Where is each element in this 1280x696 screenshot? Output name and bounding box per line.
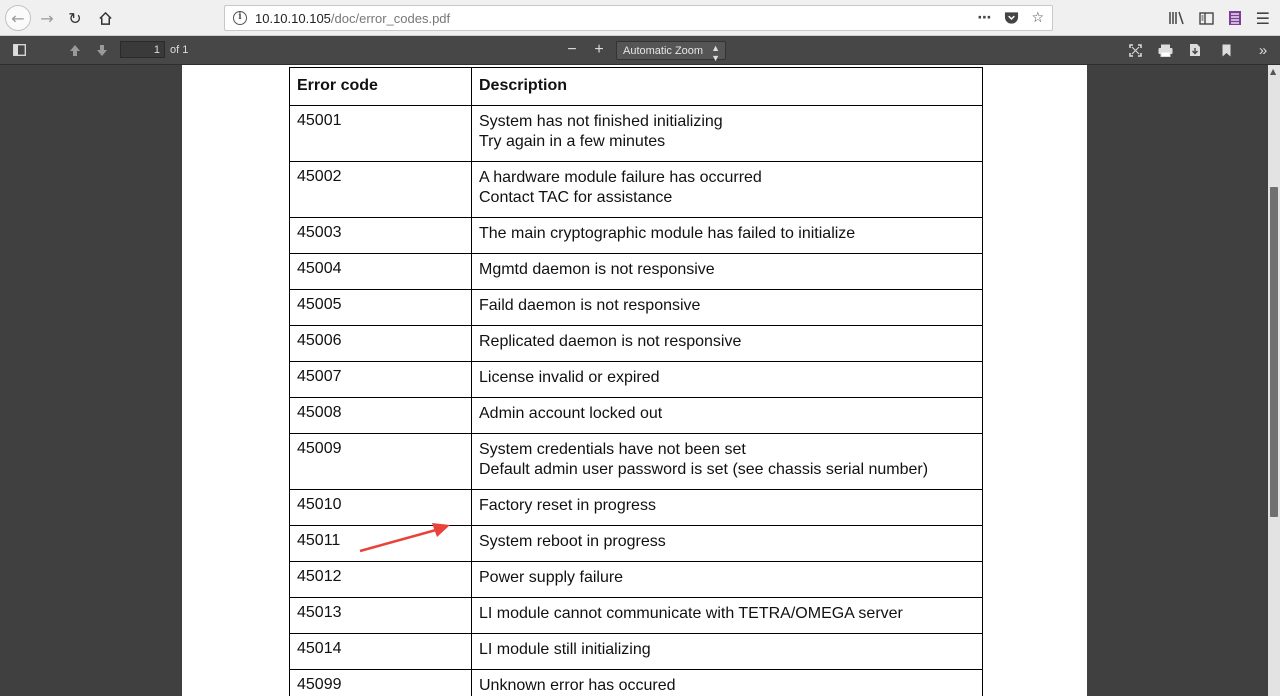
table-row: [290, 326, 983, 362]
reload-icon: ↻: [68, 8, 82, 28]
browser-navbar: [0, 0, 1280, 36]
up-down-caret-icon: ▲ ▼: [711, 43, 720, 63]
error-code-cell: 45012: [290, 562, 472, 598]
download-icon: [1189, 43, 1201, 57]
description-line: The main cryptographic module has failed to initialize: [479, 225, 856, 242]
arrow-up-icon: [69, 44, 81, 57]
description-cell: [472, 162, 983, 218]
description-line: Default admin user password is set (see chassis serial number): [479, 461, 929, 478]
table-row: [290, 254, 983, 290]
description-line: Power supply failure: [479, 569, 624, 586]
table-row: [290, 106, 983, 162]
sidebar-toggle-icon: [13, 44, 26, 56]
description-cell: [472, 670, 983, 696]
url-text: [255, 11, 450, 26]
description-line: System reboot in progress: [479, 533, 666, 550]
hamburger-menu-icon[interactable]: ☰: [1255, 8, 1270, 28]
description-line: License invalid or expired: [479, 369, 660, 386]
header-error-code: Error code: [290, 68, 472, 106]
description-cell: [472, 634, 983, 670]
info-icon[interactable]: i: [233, 11, 247, 25]
error-code-cell: 45011: [290, 526, 472, 562]
error-code-cell: 45014: [290, 634, 472, 670]
library-icon[interactable]: [1169, 11, 1185, 25]
pdf-viewer[interactable]: [0, 65, 1268, 696]
description-cell: [472, 362, 983, 398]
zoom-select[interactable]: [616, 41, 726, 63]
page-number-input[interactable]: [120, 41, 165, 58]
description-cell: [472, 290, 983, 326]
description-line: Replicated daemon is not responsive: [479, 333, 742, 350]
presentation-mode-button[interactable]: [1127, 42, 1143, 58]
minus-icon: −: [567, 41, 577, 58]
description-line: LI module cannot communicate with TETRA/OMEGA server: [479, 605, 903, 622]
error-code-cell: 45003: [290, 218, 472, 254]
description-line: Factory reset in progress: [479, 497, 656, 514]
table-header-row: [290, 68, 983, 106]
previous-page-button[interactable]: [67, 42, 83, 58]
arrow-down-icon: [96, 44, 108, 57]
url-path: /doc/error_codes.pdf: [330, 10, 451, 26]
printer-icon: [1158, 44, 1173, 57]
description-line: Admin account locked out: [479, 405, 663, 422]
header-description: Description: [472, 68, 983, 106]
red-arrow-annotation: [358, 521, 458, 557]
description-line: Faild daemon is not responsive: [479, 297, 701, 314]
description-cell: [472, 218, 983, 254]
page-actions-menu-icon[interactable]: ⋯: [977, 10, 993, 26]
description-line: A hardware module failure has occurred: [479, 169, 762, 186]
download-button[interactable]: [1187, 42, 1203, 58]
description-line: LI module still initializing: [479, 641, 651, 658]
url-host: 10.10.10.105: [255, 10, 331, 26]
description-line: System has not finished initializing: [479, 113, 723, 130]
double-chevron-right-icon: »: [1258, 41, 1268, 59]
pdf-toolbar: [0, 36, 1280, 65]
description-cell: [472, 434, 983, 490]
description-cell: [472, 562, 983, 598]
scroll-up-icon[interactable]: ▲: [1270, 67, 1277, 76]
forward-button[interactable]: [34, 5, 60, 31]
error-code-cell: 45004: [290, 254, 472, 290]
description-line: Try again in a few minutes: [479, 133, 666, 150]
home-button[interactable]: [92, 5, 118, 31]
table-row: [290, 634, 983, 670]
error-code-cell: 45001: [290, 106, 472, 162]
table-row: [290, 218, 983, 254]
pdf-page: [182, 65, 1087, 696]
fullscreen-icon: [1129, 44, 1142, 57]
description-line: Unknown error has occured: [479, 677, 676, 694]
description-cell: [472, 598, 983, 634]
description-cell: [472, 326, 983, 362]
print-button[interactable]: [1157, 42, 1173, 58]
bookmark-star-icon[interactable]: ☆: [1031, 10, 1044, 26]
error-code-cell: 45002: [290, 162, 472, 218]
error-code-cell: 45099: [290, 670, 472, 696]
table-row: [290, 434, 983, 490]
description-line: Contact TAC for assistance: [479, 189, 673, 206]
zoom-in-button[interactable]: [591, 42, 607, 58]
table-row: [290, 290, 983, 326]
table-row: [290, 598, 983, 634]
table-row: [290, 398, 983, 434]
forward-arrow-icon: →: [40, 8, 54, 28]
error-code-cell: 45010: [290, 490, 472, 526]
description-cell: [472, 254, 983, 290]
error-codes-table: [289, 67, 983, 696]
next-page-button[interactable]: [94, 42, 110, 58]
sidebar-icon[interactable]: [1199, 12, 1214, 25]
page-count-label: of 1: [170, 44, 189, 56]
toggle-sidebar-button[interactable]: [11, 42, 27, 58]
extension-icon[interactable]: [1228, 10, 1242, 26]
vertical-scrollbar[interactable]: [1268, 65, 1280, 696]
url-bar[interactable]: [224, 5, 1053, 31]
back-arrow-icon: ←: [11, 8, 25, 28]
table-row: [290, 162, 983, 218]
error-code-cell: 45005: [290, 290, 472, 326]
table-row: [290, 670, 983, 696]
error-code-cell: 45007: [290, 362, 472, 398]
tools-button[interactable]: [1255, 42, 1271, 58]
back-button[interactable]: [5, 5, 31, 31]
description-cell: [472, 398, 983, 434]
home-icon: [98, 11, 113, 26]
error-code-cell: 45008: [290, 398, 472, 434]
pocket-icon[interactable]: [1004, 11, 1019, 25]
error-code-cell: 45013: [290, 598, 472, 634]
reload-button[interactable]: [62, 5, 88, 31]
plus-icon: +: [594, 41, 604, 58]
description-cell: [472, 526, 983, 562]
table-row: [290, 362, 983, 398]
scrollbar-thumb[interactable]: [1270, 187, 1278, 517]
bookmark-icon: [1222, 44, 1231, 57]
description-cell: [472, 490, 983, 526]
bookmark-button[interactable]: [1218, 42, 1234, 58]
description-cell: [472, 106, 983, 162]
description-line: Mgmtd daemon is not responsive: [479, 261, 715, 278]
error-code-cell: 45006: [290, 326, 472, 362]
zoom-select-value: Automatic Zoom: [623, 44, 704, 57]
table-row: [290, 562, 983, 598]
zoom-out-button[interactable]: [564, 42, 580, 58]
description-line: System credentials have not been set: [479, 441, 746, 458]
error-code-cell: 45009: [290, 434, 472, 490]
